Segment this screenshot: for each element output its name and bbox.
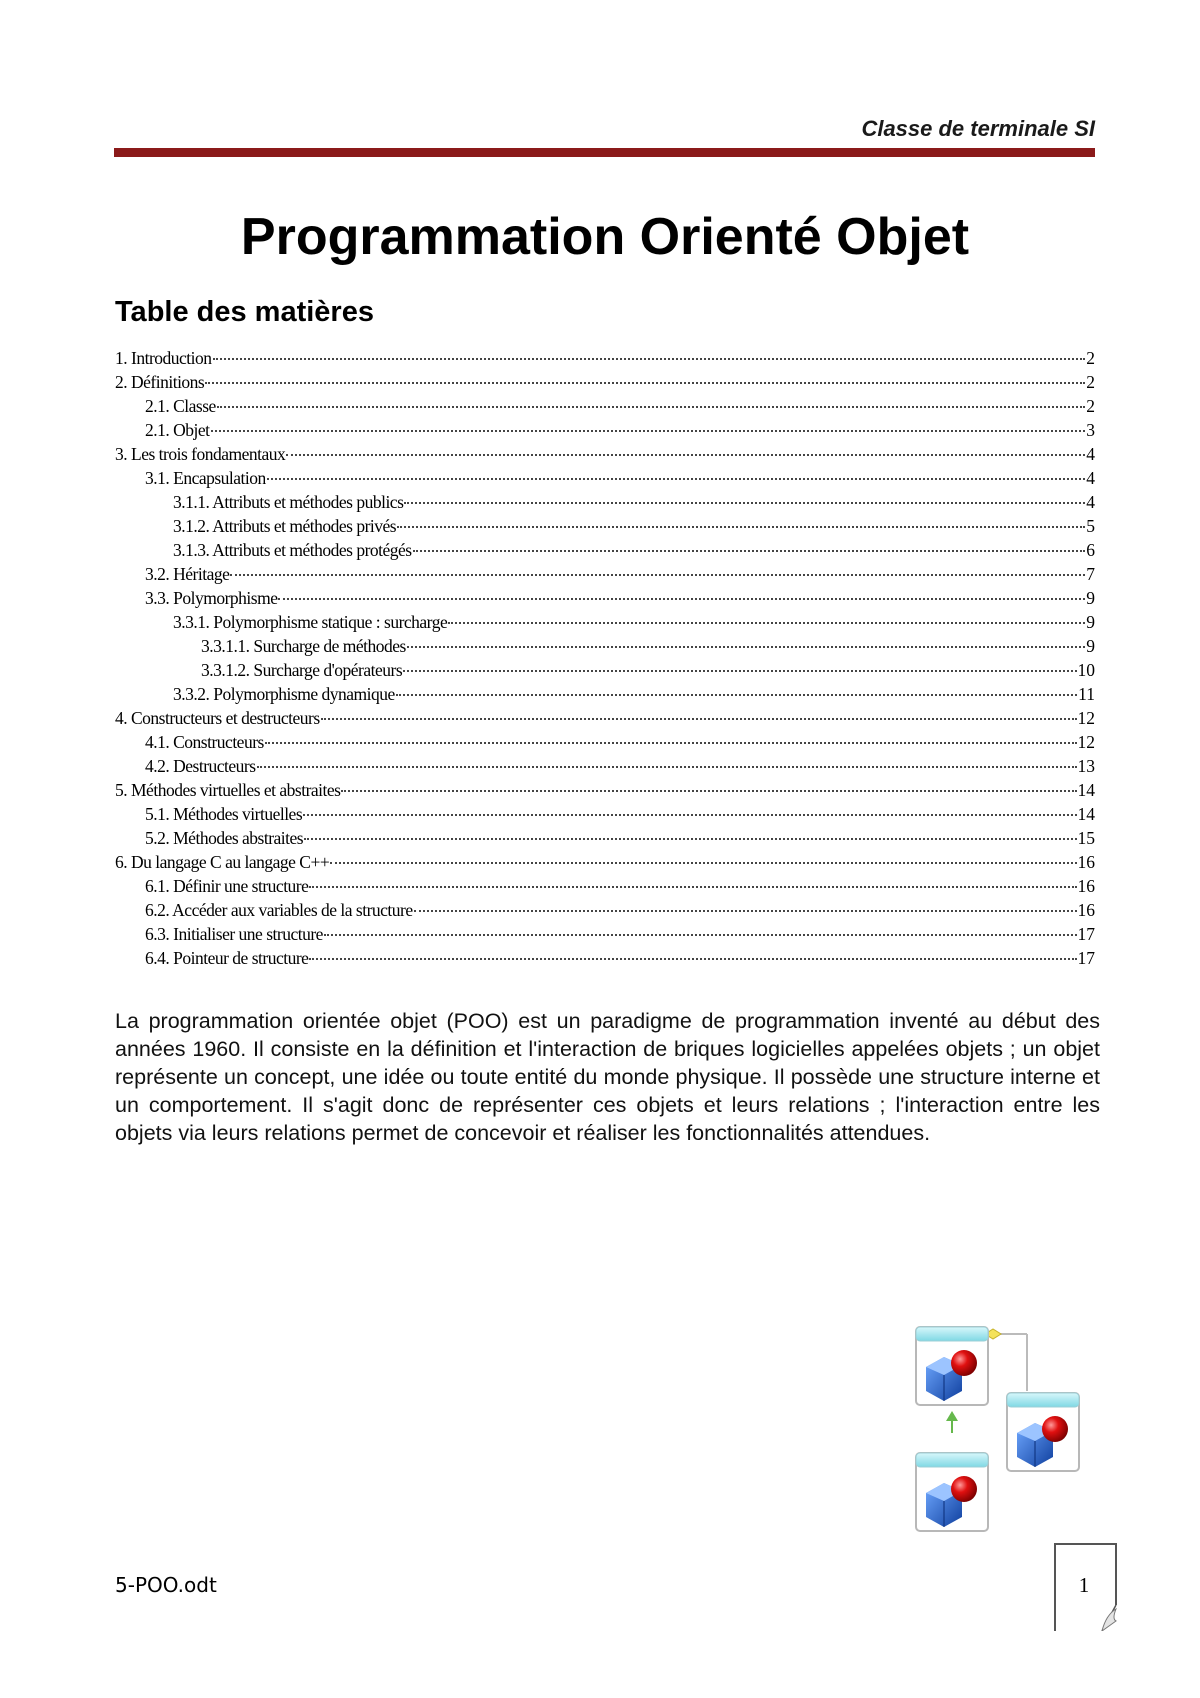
toc-dot-leader — [304, 837, 1076, 840]
toc-entry-page: 11 — [1078, 684, 1095, 704]
toc-entry-label: 3.3. Polymorphisme — [145, 588, 278, 608]
toc-dot-leader — [341, 789, 1076, 792]
toc-dot-leader — [267, 477, 1085, 480]
toc-entry-label: 3.3.1. Polymorphisme statique : surcharge — [173, 612, 448, 632]
toc-entry[interactable] — [115, 754, 1095, 778]
toc-dot-leader — [309, 957, 1076, 960]
toc-entry-page: 7 — [1086, 564, 1095, 584]
toc-dot-leader — [407, 645, 1085, 648]
toc-dot-leader — [286, 453, 1085, 456]
toc-dot-leader — [330, 861, 1076, 864]
toc-entry-page: 9 — [1086, 612, 1095, 632]
toc-entry-label: 5.2. Méthodes abstraites — [145, 828, 304, 848]
toc-entry-page: 9 — [1086, 636, 1095, 656]
toc-entry-page: 2 — [1086, 372, 1095, 392]
toc-entry-page: 16 — [1077, 852, 1095, 872]
toc-entry-label: 6. Du langage C au langage C++ — [115, 852, 330, 872]
toc-entry-page: 4 — [1086, 444, 1095, 464]
document-title: Programmation Orienté Objet — [240, 208, 970, 266]
toc-entry-page: 3 — [1086, 420, 1095, 440]
toc-dot-leader — [403, 669, 1076, 672]
toc-entry[interactable] — [115, 538, 1095, 562]
intro-paragraph: La programmation orientée objet (POO) est un paradigme de programmation inventé au début des années 1960. Il consiste en la définition et l'interaction de briques logicielles appelées objets ; un objet représente un concept, une idée ou toute entité du monde physique. Il possède une structure interne et un comportement. Il s'agit donc de représenter ces objets et leurs relations ; l'interaction entre les objets via leurs relations permet de concevoir et réaliser les fonctionnalités attendues. — [115, 1009, 1100, 1145]
toc-dot-leader — [413, 549, 1086, 552]
toc-entry-page: 15 — [1077, 828, 1095, 848]
toc-entry-label: 6.3. Initialiser une structure — [145, 924, 323, 944]
toc-dot-leader — [230, 573, 1085, 576]
toc-dot-leader — [278, 597, 1085, 600]
toc-entry[interactable] — [115, 826, 1095, 850]
class-diagram-icon — [915, 1325, 1095, 1535]
toc-entry[interactable] — [115, 634, 1095, 658]
toc-entry-page: 13 — [1077, 756, 1095, 776]
toc-entry[interactable] — [115, 586, 1095, 610]
toc-entry-label: 2. Définitions — [115, 372, 205, 392]
toc-dot-leader — [205, 381, 1085, 384]
toc-entry[interactable] — [115, 394, 1095, 418]
toc-dot-leader — [303, 813, 1076, 816]
toc-entry[interactable] — [115, 922, 1095, 946]
toc-entry[interactable] — [115, 946, 1095, 970]
toc-entry-page: 17 — [1077, 924, 1095, 944]
toc-dot-leader — [265, 741, 1077, 744]
toc-entry[interactable] — [115, 466, 1095, 490]
toc-entry-label: 4.1. Constructeurs — [145, 732, 264, 752]
toc-entry-label: 2.1. Classe — [145, 396, 216, 416]
toc-dot-leader — [324, 933, 1077, 936]
toc-entry-label: 3.1.3. Attributs et méthodes protégés — [173, 540, 412, 560]
toc-entry-page: 10 — [1077, 660, 1095, 680]
toc-heading: Table des matières — [115, 296, 374, 328]
toc-dot-leader — [397, 525, 1085, 528]
toc-entry[interactable] — [115, 418, 1095, 442]
page-number: 1 — [1078, 1573, 1090, 1597]
toc-entry[interactable] — [115, 730, 1095, 754]
toc-entry[interactable] — [115, 898, 1095, 922]
toc-dot-leader — [211, 429, 1086, 432]
toc-entry-page: 14 — [1077, 804, 1095, 824]
toc-entry[interactable] — [115, 370, 1095, 394]
toc-entry-label: 3.2. Héritage — [145, 564, 230, 584]
toc-entry-page: 4 — [1086, 492, 1095, 512]
toc-entry-label: 6.1. Définir une structure — [145, 876, 309, 896]
toc-entry-page: 5 — [1086, 516, 1095, 536]
toc-entry[interactable] — [115, 850, 1095, 874]
toc-entry-label: 6.2. Accéder aux variables de la structure — [145, 900, 413, 920]
toc-entry-page: 16 — [1077, 876, 1095, 896]
toc-entry-label: 3. Les trois fondamentaux — [115, 444, 286, 464]
toc-entry-page: 16 — [1077, 900, 1095, 920]
toc-entry[interactable] — [115, 658, 1095, 682]
toc-dot-leader — [321, 717, 1077, 720]
toc-entry[interactable] — [115, 874, 1095, 898]
toc-dot-leader — [309, 885, 1076, 888]
toc-entry[interactable] — [115, 442, 1095, 466]
toc-entry-label: 1. Introduction — [115, 348, 212, 368]
toc-entry-page: 9 — [1086, 588, 1095, 608]
toc-entry-page: 2 — [1086, 396, 1095, 416]
toc-entry-label: 3.3.1.1. Surcharge de méthodes — [201, 636, 406, 656]
toc-entry-label: 3.3.1.2. Surcharge d'opérateurs — [201, 660, 403, 680]
toc-entry-page: 14 — [1077, 780, 1095, 800]
toc-entry-label: 3.1. Encapsulation — [145, 468, 266, 488]
toc-entry-label: 3.3.2. Polymorphisme dynamique — [173, 684, 395, 704]
toc-entry-label: 2.1. Objet — [145, 420, 210, 440]
toc-dot-leader — [448, 621, 1085, 624]
toc-entry-label: 4.2. Destructeurs — [145, 756, 256, 776]
toc-entry[interactable] — [115, 514, 1095, 538]
toc-entry[interactable] — [115, 706, 1095, 730]
toc-entry-page: 12 — [1077, 708, 1095, 728]
toc-entry[interactable] — [115, 562, 1095, 586]
table-of-contents — [115, 346, 1095, 970]
toc-dot-leader — [217, 405, 1085, 408]
toc-entry[interactable] — [115, 346, 1095, 370]
toc-dot-leader — [404, 501, 1085, 504]
toc-entry-page: 17 — [1077, 948, 1095, 968]
toc-entry-page: 12 — [1077, 732, 1095, 752]
toc-entry[interactable] — [115, 682, 1095, 706]
toc-entry-page: 6 — [1086, 540, 1095, 560]
toc-entry-label: 6.4. Pointeur de structure — [145, 948, 309, 968]
toc-dot-leader — [213, 357, 1086, 360]
toc-entry-label: 5.1. Méthodes virtuelles — [145, 804, 303, 824]
toc-entry-page: 2 — [1086, 348, 1095, 368]
footer-filename: 5-POO.odt — [115, 1573, 217, 1597]
toc-dot-leader — [396, 693, 1077, 696]
toc-entry-label: 3.1.2. Attributs et méthodes privés — [173, 516, 397, 536]
toc-entry[interactable] — [115, 778, 1095, 802]
toc-dot-leader — [414, 909, 1077, 912]
toc-entry-label: 3.1.1. Attributs et méthodes publics — [173, 492, 404, 512]
toc-dot-leader — [257, 765, 1077, 768]
toc-entry[interactable] — [115, 490, 1095, 514]
toc-entry[interactable] — [115, 610, 1095, 634]
toc-entry-page: 4 — [1086, 468, 1095, 488]
header-rule — [114, 148, 1095, 157]
toc-entry-label: 4. Constructeurs et destructeurs — [115, 708, 320, 728]
header-label: Classe de terminale SI — [861, 116, 1095, 141]
toc-entry[interactable] — [115, 802, 1095, 826]
toc-entry-label: 5. Méthodes virtuelles et abstraites — [115, 780, 341, 800]
